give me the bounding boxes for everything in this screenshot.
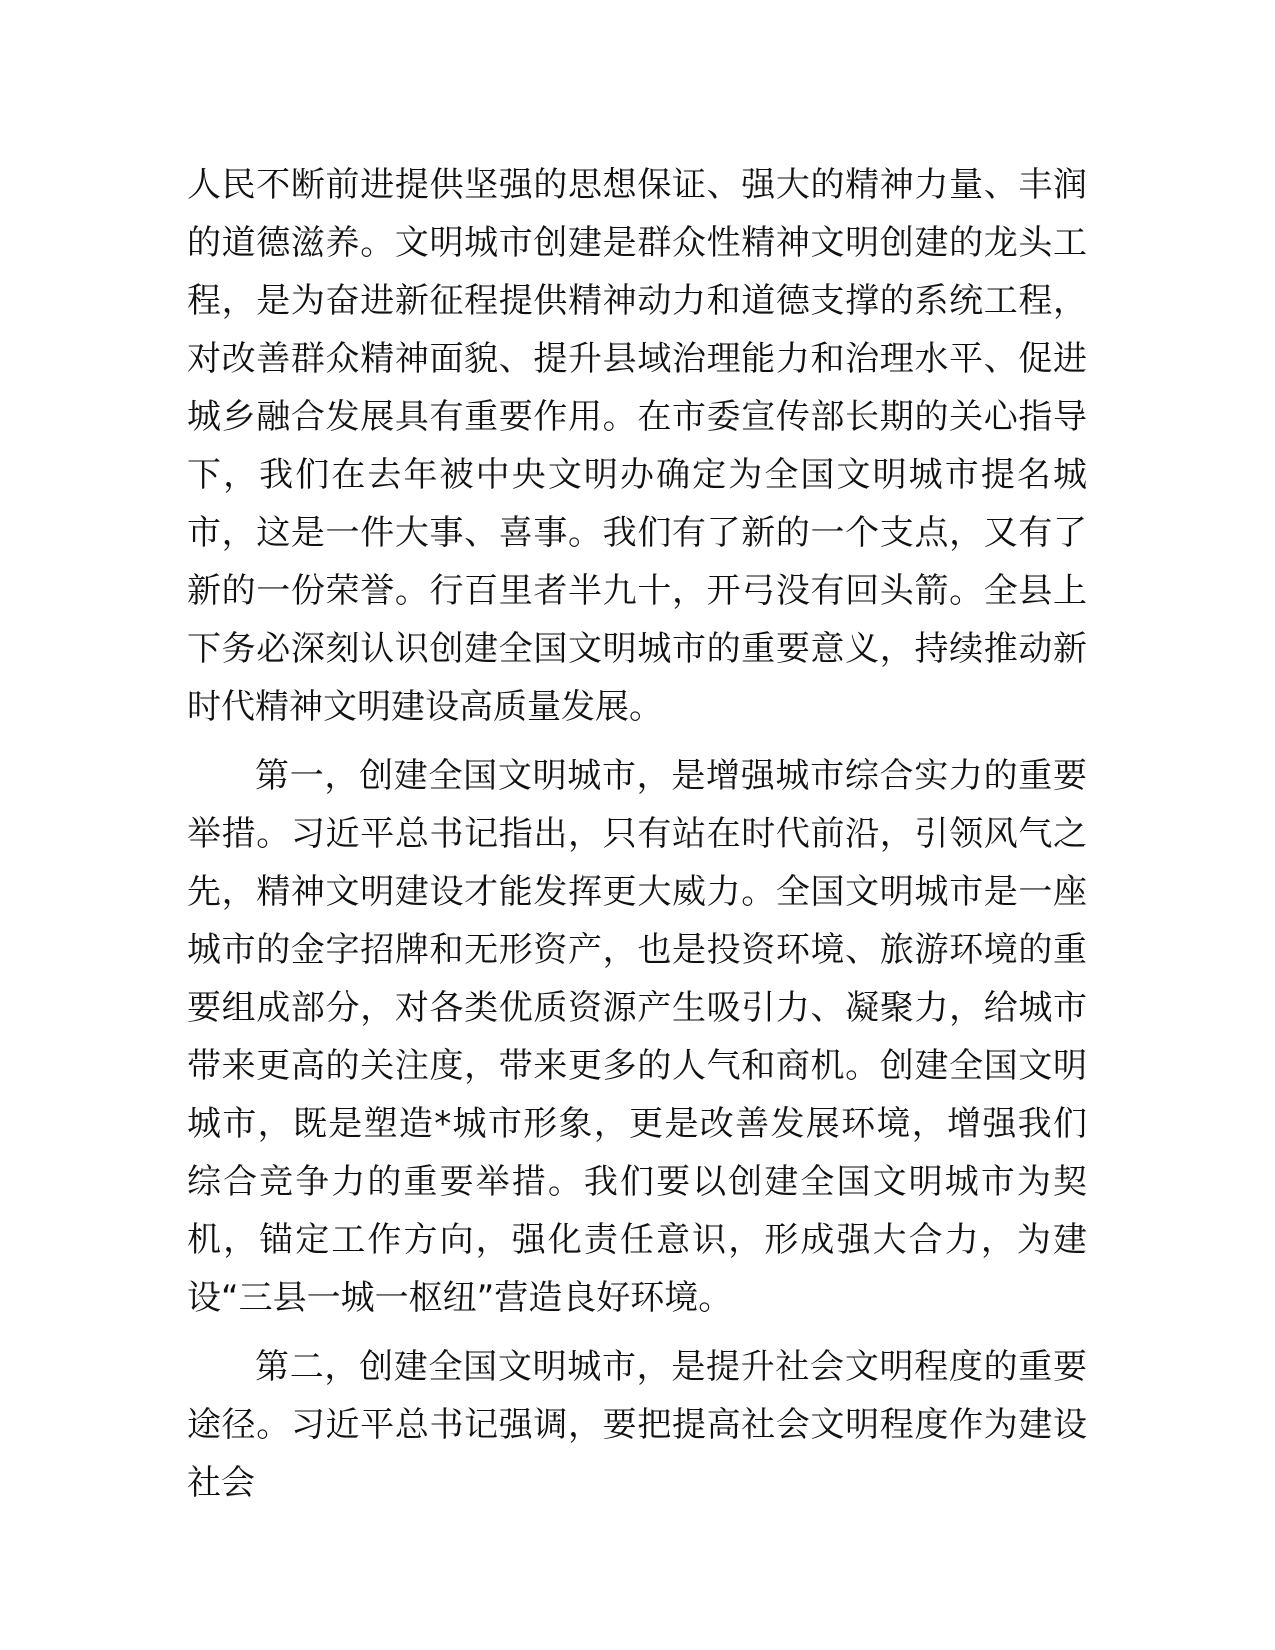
paragraph-first-point: 第一，创建全国文明城市，是增强城市综合实力的重要举措。习近平总书记指出，只有站在时代前沿，引领风气之先，精神文明建设才能发挥更大威力。全国文明城市是一座城市的金字招牌和无形资产，也是投资环境、旅游环境的重要组成部分，对各类优质资源产生吸引力、凝聚力，给城市带来更高的关注度，带来更多的人气和商机。创建全国文明城市，既是塑造*城市形象，更是改善发展环境，增强我们综合竞争力的重要举措。我们要以创建全国文明城市为契机，锚定工作方向，强化责任意识，形成强大合力，为建设“三县一城一枢纽”营造良好环境。	[187, 756, 1087, 1318]
document-body	[187, 156, 1087, 1512]
paragraph-continuation: 人民不断前进提供坚强的思想保证、强大的精神力量、丰润的道德滋养。文明城市创建是群众性精神文明创建的龙头工程，是为奋进新征程提供精神动力和道德支撑的系统工程，对改善群众精神面貌、提升县域治理能力和治理水平、促进城乡融合发展具有重要作用。在市委宣传部长期的关心指导下，我们在去年被中央文明办确定为全国文明城市提名城市，这是一件大事、喜事。我们有了新的一个支点，又有了新的一份荣誉。行百里者半九十，开弓没有回头箭。全县上下务必深刻认识创建全国文明城市的重要意义，持续推动新时代精神文明建设高质量发展。	[187, 165, 1087, 727]
paragraph-second-point: 第二，创建全国文明城市，是提升社会文明程度的重要途径。习近平总书记强调，要把提高社会文明程度作为建设社会	[187, 1347, 1087, 1503]
